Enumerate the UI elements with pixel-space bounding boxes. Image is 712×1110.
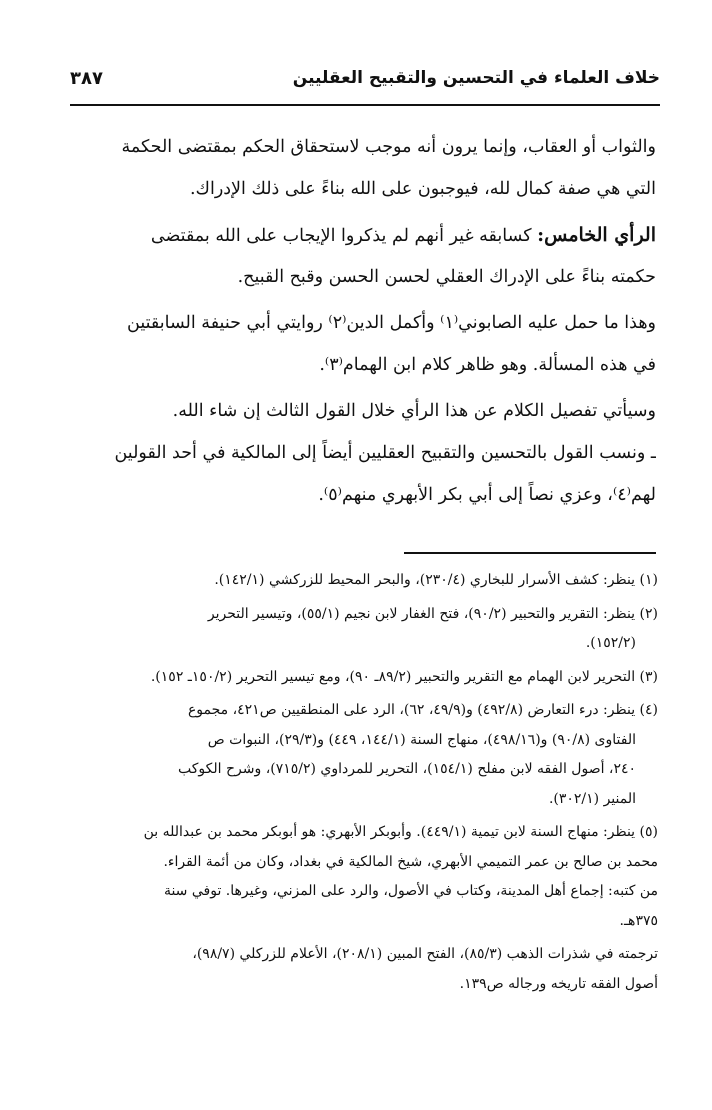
footnote-line: ترجمته في شذرات الذهب (٨٥/٣)، الفتح المبين (٢٠٨/١)، الأعلام للزركلي (٩٨/٧)، <box>192 946 658 962</box>
footnote-line: (٤) ينظر: درء التعارض (٤٩٢/٨) و(٤٩/٩، ٦٢)، الرد على المنطقيين ص٤٢١، مجموع <box>187 702 658 718</box>
footnote-line: (٣) التحرير لابن الهمام مع التقرير والتحبير (٨٩/٢ـ ٩٠)، ومع تيسير التحرير (١٥٠/٢ـ ١٥٢). <box>150 668 658 685</box>
footnote-line: الفتاوى (٩٠/٨) و(٤٩٨/١٦)، منهاج السنة (١٤٤/١، ٤٤٩) و(٢٩/٣)، النبوات ص <box>207 731 636 748</box>
body-line: التي هي صفة كمال لله، فيوجبون على الله بناءً على ذلك الإدراك. <box>189 179 656 199</box>
section-label: الرأي الخامس: <box>537 224 656 246</box>
page-number: ٣٨٧ <box>70 68 103 89</box>
header-rule <box>70 104 660 106</box>
footnote-separator <box>404 552 656 554</box>
footnote-line: (٢) ينظر: التقرير والتحبير (٩٠/٢)، فتح الغفار لابن نجيم (٥٥/١)، وتيسير التحرير <box>207 605 658 622</box>
body-line: لهم⁽٤⁾، وعزي نصاً إلى أبي بكر الأبهري منهم⁽٥⁾. <box>318 485 656 505</box>
body-line: وسيأتي تفصيل الكلام عن هذا الرأي خلال القول الثالث إن شاء الله. <box>172 401 656 421</box>
body-line: وهذا ما حمل عليه الصابوني⁽١⁾ وأكمل الدين⁽٢⁾ روايتي أبي حنيفة السابقتين <box>127 313 656 333</box>
footnote-line: (١٥٢/٢). <box>585 635 636 651</box>
body-line: والثواب أو العقاب، وإنما يرون أنه موجب لاستحقاق الحكم بمقتضى الحكمة <box>121 137 656 157</box>
running-title: خلاف العلماء في التحسين والتقبيح العقليين <box>292 68 660 88</box>
footnote-line: محمد بن صالح بن عمر التميمي الأبهري، شيخ المالكية في بغداد، وكان من أئمة القراء. <box>163 853 658 870</box>
footnotes <box>66 566 658 999</box>
footnote-line: (١) ينظر: كشف الأسرار للبخاري (٢٣٠/٤)، والبحر المحيط للزركشي (١٤٢/١). <box>214 572 658 588</box>
footnote-line: المنير (٣٠٢/١). <box>548 790 636 807</box>
body-line: في هذه المسألة. وهو ظاهر كلام ابن الهمام⁽٣⁾. <box>319 355 656 375</box>
footnote-line: من كتبه: إجماع أهل المدينة، وكتاب في الأصول، والرد على المزني، وغيرها. توفي سنة <box>163 883 658 899</box>
footnote-line: ٣٧٥هـ. <box>619 912 658 929</box>
footnote-line: ٢٤٠، أصول الفقه لابن مفلح (١٥٤/١)، التحرير للمرداوي (٧١٥/٢)، وشرح الكوكب <box>178 761 636 777</box>
main-text <box>66 126 656 516</box>
footnote-line: أصول الفقه تاريخه ورجاله ص١٣٩. <box>459 975 658 992</box>
body-line <box>66 214 656 256</box>
body-line-text: كسابقه غير أنهم لم يذكروا الإيجاب على الله بمقتضى <box>150 226 532 246</box>
body-line: ـ ونسب القول بالتحسين والتقبيح العقليين أيضاً إلى المالكية في أحد القولين <box>114 443 656 463</box>
footnote-line: (٥) ينظر: منهاج السنة لابن تيمية (٤٤٩/١). وأبوبكر الأبهري: هو أبوبكر محمد بن عبدالله بن <box>143 824 658 840</box>
running-header <box>70 64 660 100</box>
body-line: حكمته بناءً على الإدراك العقلي لحسن الحسن وقبح القبيح. <box>237 267 656 287</box>
